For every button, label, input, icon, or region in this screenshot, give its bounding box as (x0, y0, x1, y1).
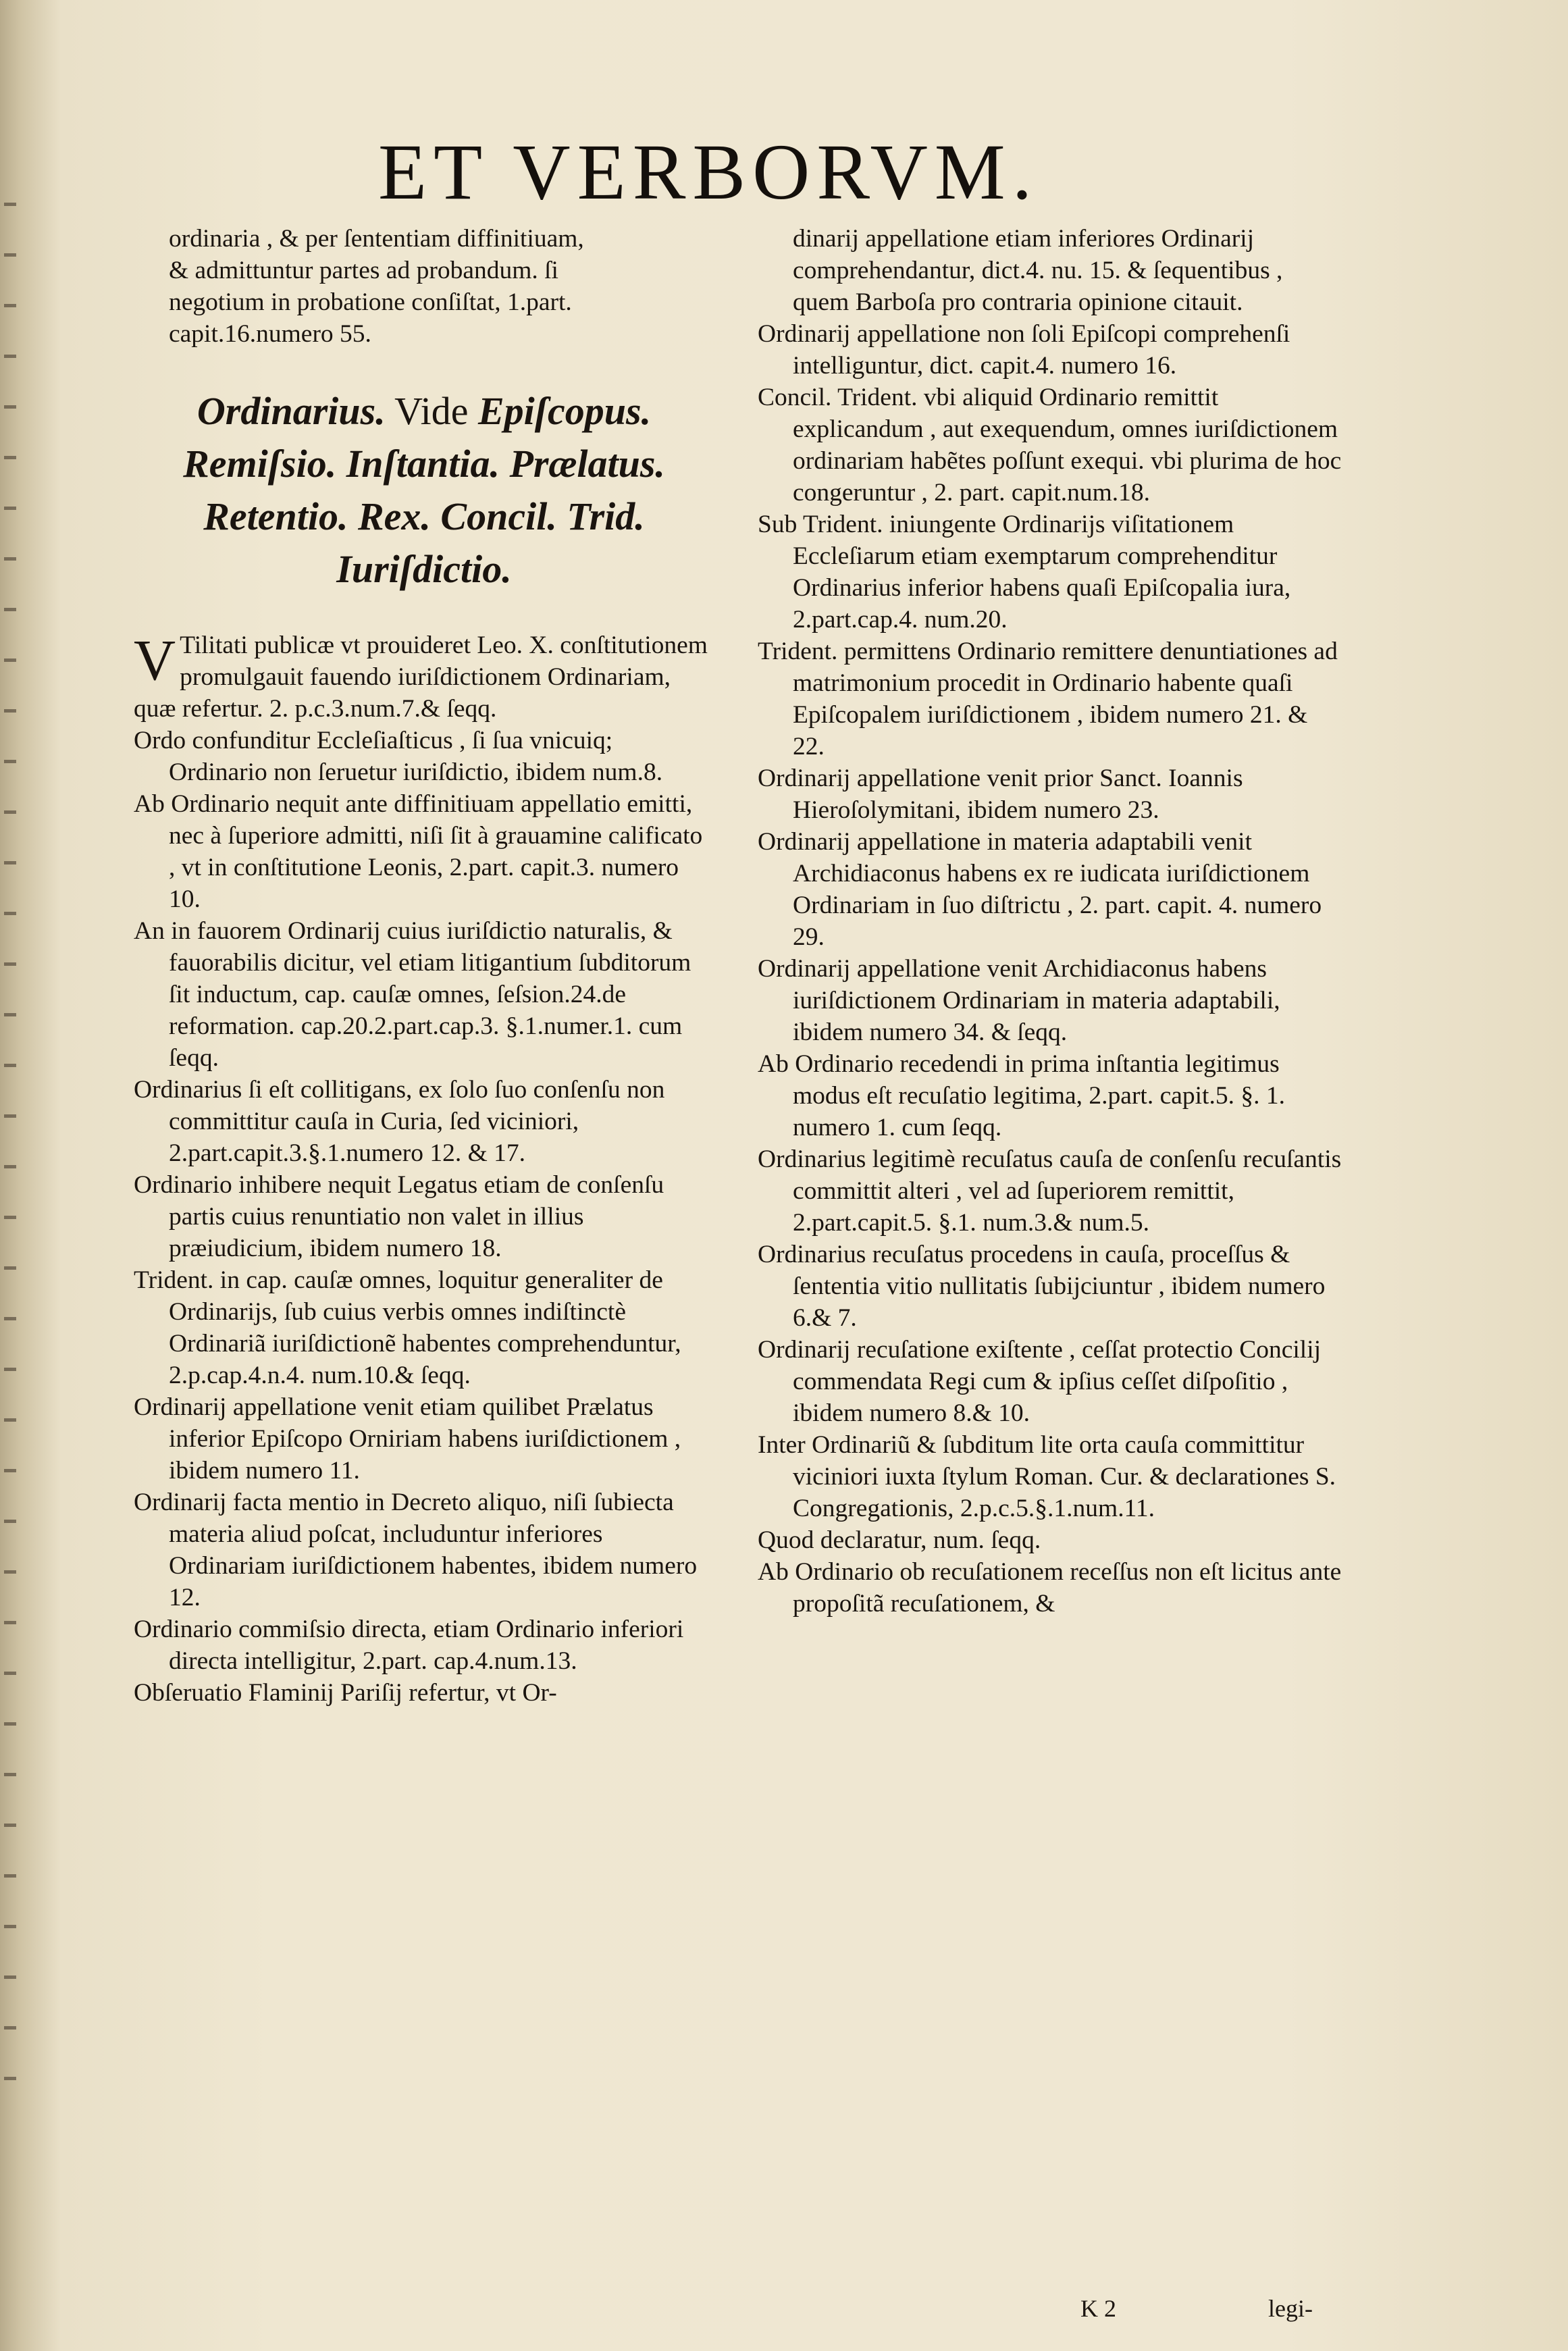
index-entry: Ordinario inhibere nequit Legatus etiam de conſenſu partis cuius renuntiatio non valet in illius præiudicium, ibidem numero 18. (134, 1171, 664, 1262)
index-entry: Trident. permittens Ordinario remittere denuntiationes ad matrimonium procedit in Ordinario habente quaſi Epiſcopalem iuriſdictionem , ibidem numero 21. & 22. (758, 638, 1338, 760)
index-entry: Ordinarij appellatione in materia adaptabili venit Archidiaconus habens ex re iudicata iuriſdictionem Ordinariam in ſuo diſtrictu , 2. part. capit. 4. numero 29. (758, 828, 1322, 951)
left-column (134, 223, 714, 1709)
index-entry: Trident. in cap. cauſæ omnes, loquitur generaliter de Ordinarijs, ſub cuius verbis omnes indiſtinctè Ordinariã iuriſdictionẽ habentes comprehenduntur, 2.p.cap.4.n.4. num.10.& ſeqq. (134, 1266, 681, 1389)
entry-text: Tilitati publicæ vt prouideret Leo. X. conſtitutionem promulgauit fauendo iuriſdictionem Ordinariam, quæ refertur. 2. p.c.3.num.7.& ſeqq. (134, 631, 708, 723)
index-entry: Ordinarij facta mentio in Decreto aliquo, niſi ſubiecta materia aliud poſcat, includuntur inferiores Ordinariam iuriſdictionem habentes, ibidem numero 12. (134, 1489, 698, 1611)
index-entry: Ordinarij appellatione venit prior Sanct. Ioannis Hieroſolymitani, ibidem numero 23. (758, 765, 1243, 824)
index-entry: Ordinarij appellatione non ſoli Epiſcopi comprehenſi intelliguntur, dict. capit.4. numero 16. (758, 320, 1290, 380)
index-entry: Ordinario commiſsio directa, etiam Ordinario inferiori directa intelligitur, 2.part. cap.4.num.13. (134, 1616, 684, 1675)
catchword: legi- (1268, 2295, 1313, 2322)
heading-keyword: Ordinarius. (197, 389, 386, 433)
heading-ref: Epiſcopus. (477, 389, 652, 433)
continuation-line: ordinaria , & per ſententiam diffinitiuam, (169, 225, 584, 253)
index-entry: Sub Trident. iniungente Ordinarijs viſitationem Eccleſiarum etiam exemptarum comprehenditur Ordinarius inferior habens quaſi Epiſcopalia iura, 2.part.cap.4. num.20. (758, 511, 1291, 634)
right-column (758, 223, 1345, 1620)
gutter-bleed-marks (0, 203, 27, 2094)
heading-line-2: Remiſsio. Inſtantia. Prælatus. (183, 442, 665, 486)
index-entry: Ab Ordinario nequit ante diffinitiuam appellatio emitti, nec à ſuperiore admitti, niſi ſit à grauamine calificato , vt in conſtitutione Leonis, 2.part. capit.3. numero 10. (134, 790, 703, 913)
index-entry: Ordinarius legitimè recuſatus cauſa de conſenſu recuſantis committit alteri , vel ad ſuperiorem remittit, 2.part.capit.5. §.1. num.3.& num.5. (758, 1145, 1342, 1237)
running-header: ET VERBORVM. (378, 128, 1039, 216)
index-entry: Ordinarius recuſatus procedens in cauſa, proceſſus & ſententia vitio nullitatis ſubijciuntur , ibidem numero 6.& 7. (758, 1241, 1326, 1332)
index-entry: Ordinarij recuſatione exiſtente , ceſſat protectio Concilij commendata Regi cum & ipſius ceſſet diſpoſitio , ibidem numero 8.& 10. (758, 1336, 1322, 1427)
drop-capital: V (134, 627, 176, 692)
signature-mark: K 2 (1080, 2295, 1116, 2322)
heading-line-3: Retentio. Rex. Concil. Trid. (203, 494, 645, 538)
continuation-line: capit.16.numero 55. (169, 320, 371, 348)
continuation-line: negotium in probatione conſiſtat, 1.part. (169, 288, 572, 316)
index-entry: Quod declaratur, num. ſeqq. (758, 1526, 1041, 1554)
index-entry: Concil. Trident. vbi aliquid Ordinario remittit explicandum , aut exequendum, omnes iuriſdictionem ordinariam habẽtes poſſunt exequi. vbi plurima de hoc congeruntur , 2. part. capit.num.18. (758, 384, 1342, 507)
section-heading (134, 385, 714, 596)
index-entry: An in fauorem Ordinarij cuius iuriſdictio naturalis, & fauorabilis dicitur, vel etiam litigantium ſubditorum ſit inductum, cap. cauſæ omnes, ſeſsion.24.de reformation. cap.20.2.part.cap.3. §.1.numer.1. cum ſeqq. (134, 917, 691, 1072)
heading-line-4: Iuriſdictio. (336, 547, 512, 591)
index-entry: Ordinarius ſi eſt collitigans, ex ſolo ſuo conſenſu non committitur cauſa in Curia, ſed viciniori, 2.part.capit.3.§.1.numero 12. & 17. (134, 1076, 665, 1167)
heading-line-1 (134, 385, 714, 438)
continuation-line: & admittuntur partes ad probandum. ſi (169, 257, 558, 284)
index-entry: Obſeruatio Flaminij Pariſij refertur, vt Or- (134, 1679, 557, 1707)
heading-vide: Vide (385, 389, 478, 433)
index-entry: Ordinarij appellatione venit Archidiaconus habens iuriſdictionem Ordinariam in materia adaptabili, ibidem numero 34. & ſeqq. (758, 955, 1280, 1046)
index-entry: Inter Ordinariũ & ſubditum lite orta cauſa committitur viciniori iuxta ſtylum Roman. Cur. & declarationes S. Congregationis, 2.p.c.5.§.1.num.11. (758, 1431, 1336, 1522)
index-entry: Ordo confunditur Eccleſiaſticus , ſi ſua vnicuiq; Ordinario non ſeruetur iuriſdictio, ibidem num.8. (134, 727, 663, 786)
index-entry: Ordinarij appellatione venit etiam quilibet Prælatus inferior Epiſcopo Orniriam habens iuriſdictionem , ibidem numero 11. (134, 1393, 681, 1484)
index-entry: Ab Ordinario recedendi in prima inſtantia legitimus modus eſt recuſatio legitima, 2.part. capit.5. §. 1. numero 1. cum ſeqq. (758, 1050, 1285, 1141)
index-entry (134, 629, 714, 725)
continuation-entry: dinarij appellatione etiam inferiores Ordinarij comprehendantur, dict.4. nu. 15. & ſequentibus , quem Barboſa pro contraria opinione citauit. (793, 225, 1283, 316)
index-entry: Ab Ordinario ob recuſationem receſſus non eſt licitus ante propoſitã recuſationem, & (758, 1558, 1342, 1618)
